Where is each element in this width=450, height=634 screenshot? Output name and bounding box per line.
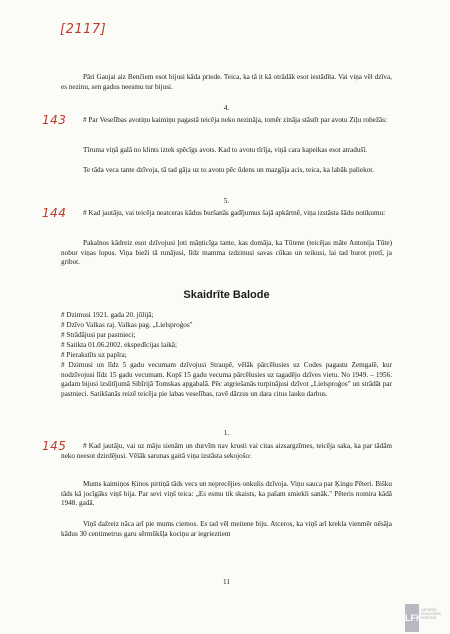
bio-line-6: # Dzimusi un līdz 5 gadu vecumam dzīvojusi Straupē, vēlāk pārcēlusies uz Codes pagastu Zemgalē, kur nodzīvojusi līdz 15 gadu vecumam. Kopš 15 gadu vecuma pārcēlusies uz tagadējo dzīves vietu. No 1949. – 1956. gadam bijusi izsūtījumā Sibīrijā Tomskas apgabalā. Pēc atgriešanās turpinājusi dzīvot „Lielsproģos" un strādāt par pastnieci. Satikšanās reizē teicēja pie labas veselības, ravē dārzus un dara citus lauku darbus. xyxy=(61,361,392,398)
paragraph-2: # Par Veselības avotiņu kaimiņu pagastā teicēja neko nezināja, tomēr zināja stāstīt par avotu Ziļu robežās: xyxy=(83,116,388,124)
logo-line-1: LATVIEŠU xyxy=(421,608,437,612)
bio-line-2: # Dzīvo Valkas raj. Valkas pag. „Lielsproģos" xyxy=(61,321,193,329)
margin-number-144: 144 xyxy=(42,206,67,220)
paragraph-4: Te tāda veca tante dzīvoja, tā tad gāja uz to avotu pēc ūdens un mazgāja acis, teica, ka labāk paliekot. xyxy=(83,166,375,174)
bio-line-1: # Dzimusi 1921. gada 20. jūlijā; xyxy=(61,311,154,319)
informant-heading: Skaidrīte Balode xyxy=(183,289,270,301)
paragraph-5: # Kad jautāju, vai teicēja neatceras kādus buršanās gadījumus šajā apkārtnē, viņa izstāsta šādu notikumu: xyxy=(83,209,386,217)
logo-text xyxy=(421,608,449,621)
paragraph-6: Pakalnos kādreiz esot dzīvojusi ļoti māņticīga tante, kas domāja, ka Tūtene (teicējas māte Antonija Tūte) nobur viņas lopus. Viņa bieži tā runājusi, līdz mamma izdzinusi savas cūkas un teikusi, lai tad burot pretī, ja gribot. xyxy=(61,239,392,267)
page-number: 11 xyxy=(223,578,230,586)
logo-line-2: FOLKLORAS xyxy=(421,612,441,617)
bio-line-4: # Satikta 01.06.2002. ekspedīcijas laikā; xyxy=(61,341,177,349)
section-number-1: 1. xyxy=(223,429,230,437)
bio-line-3: # Strādājusi par pastnieci; xyxy=(61,331,136,339)
archive-code: [2117] xyxy=(60,22,107,37)
paragraph-9: Viņš dažreiz nāca arī pie mums ciemos. Es tad vēl meitene biju. Atceros, ka viņš arī krekla vienmēr nēsāja kādus 30 centimetrus garu sērmūkšļa kociņu ar iegrieztiem xyxy=(61,520,392,538)
logo-line-3: KRĀTUVE xyxy=(421,616,437,621)
margin-number-145: 145 xyxy=(42,439,67,453)
paragraph-8: Mums kaimiņos Ķinos pirtiņā tāds vecs un neprecējies onkulis dzīvoja. Viņu sauca par Ķingu Pēteri. Bišku tāds kā jocīgāks viņš bija. Par sevi viņš teica: „Es esmu tik skaists, ka pašam smiekli sanāk." Pēteris nomira kādā 1948. gadā. xyxy=(61,480,392,508)
section-number-4: 4. xyxy=(223,104,230,112)
section-number-5: 5. xyxy=(223,197,230,205)
paragraph-1: Pāri Gaujai aiz Benčiem esot bijusi kāda priede. Teica, ka tā it kā otrādāk esot iestādīta. Vai viņa vēl dzīva, es nezinu, sen gadus neesmu tur bijusi. xyxy=(61,73,392,91)
margin-number-143: 143 xyxy=(42,113,67,127)
paragraph-3: Tīruma viņā galā no klints iztek spēcīgs avots. Kad to avotu tīrīja, viņā cara kapeikas esot atradušī. xyxy=(83,146,368,154)
bio-line-5: # Pierakstīts uz papīra; xyxy=(61,351,127,359)
logo-mark: LFK xyxy=(405,604,419,632)
paragraph-7: # Kad jautāju, vai uz māju sienām un durvīm nav krusti vai citas aizsargzīmes, teicēja saka, ka par tādām neko neesot dzirdējusi. Vēlāk sarunas gaitā viņa izstāsta sekojošo: xyxy=(61,442,392,460)
archive-logo xyxy=(405,604,449,632)
